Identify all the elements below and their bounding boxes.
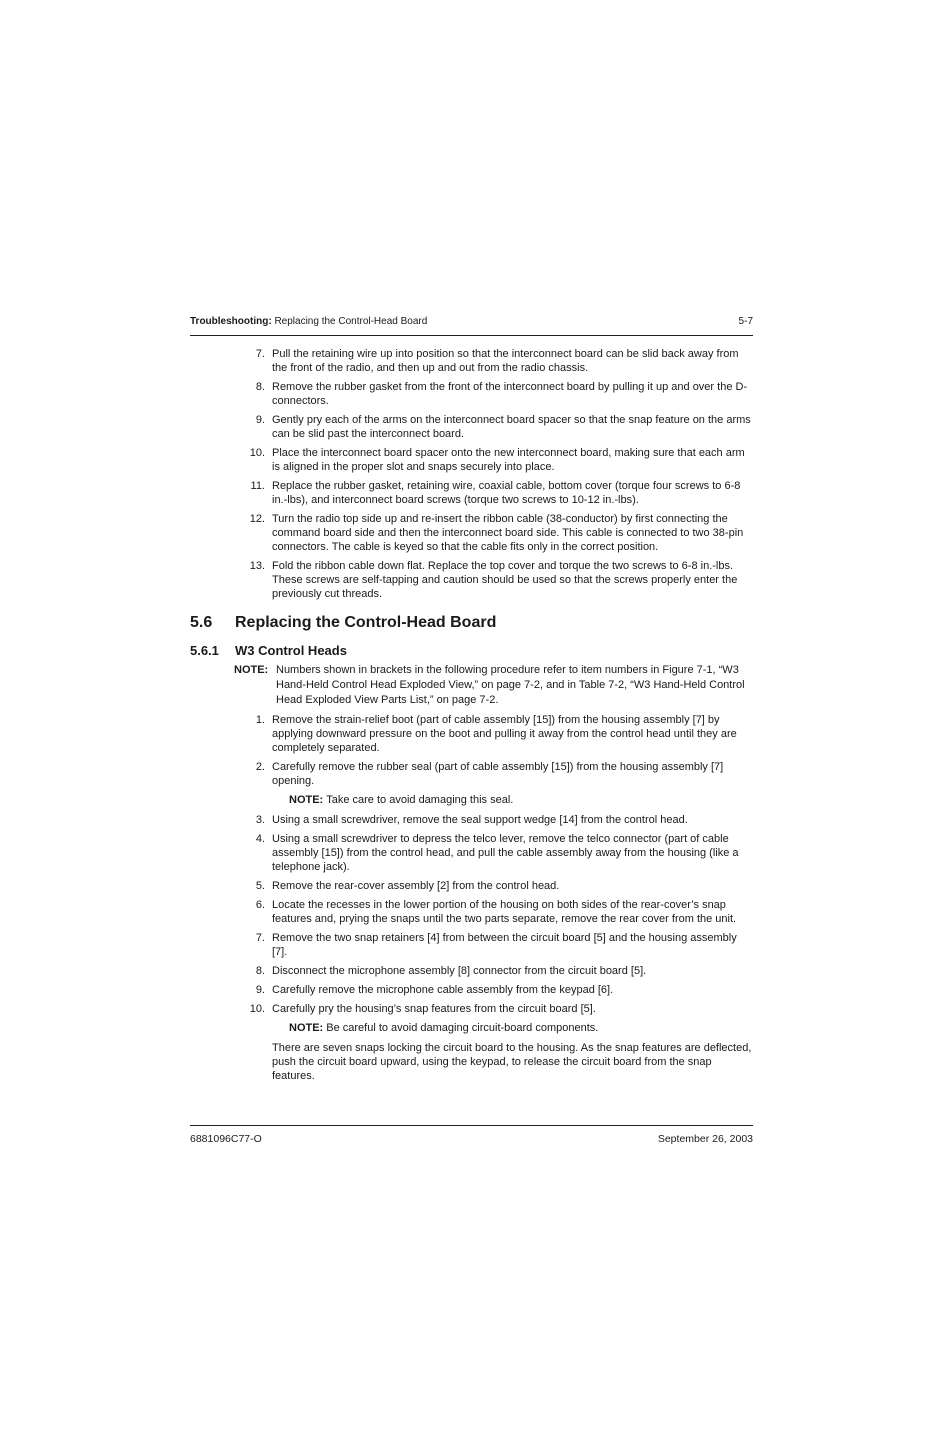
list-item xyxy=(190,760,753,788)
board-note xyxy=(190,1021,753,1035)
step-number: 9. xyxy=(255,414,265,426)
step-number: 10. xyxy=(249,1003,265,1015)
list-item xyxy=(190,898,753,926)
steps-list-b1 xyxy=(190,713,753,788)
step-text: Gently pry each of the arms on the interconnect board spacer so that the snap feature on the arms can be slid past the interconnect board. xyxy=(272,414,751,440)
step-number: 8. xyxy=(255,381,265,393)
step-text: Carefully remove the rubber seal (part of cable assembly [15]) from the housing assembly [7] opening. xyxy=(272,761,724,787)
step-number: 2. xyxy=(255,761,265,773)
footer-date: September 26, 2003 xyxy=(657,1133,753,1145)
note-label: NOTE: xyxy=(289,794,324,806)
step-number: 5. xyxy=(255,880,265,892)
step-number: 7. xyxy=(255,348,265,360)
list-item xyxy=(190,1002,753,1016)
header-section-label: Troubleshooting: xyxy=(190,316,272,327)
step-text: Disconnect the microphone assembly [8] connector from the circuit board [5]. xyxy=(272,965,647,977)
list-item xyxy=(190,813,753,827)
step-text: Carefully remove the microphone cable assembly from the keypad [6]. xyxy=(272,984,614,996)
list-item xyxy=(190,983,753,997)
list-item xyxy=(190,832,753,874)
seal-note xyxy=(190,793,753,807)
closing-paragraph: There are seven snaps locking the circuit board to the housing. As the snap features are deflected, push the circuit board upward, using the keypad, to release the circuit board from the snap features. xyxy=(272,1042,752,1082)
step-text: Remove the two snap retainers [4] from between the circuit board [5] and the housing assembly [7]. xyxy=(272,932,737,958)
step-number: 13. xyxy=(249,560,265,572)
step-text: Replace the rubber gasket, retaining wire, coaxial cable, bottom cover (torque four screws to 6-8 in.-lbs), and interconnect board screws (torque two screws to 10-12 in.-lbs). xyxy=(272,480,741,506)
page-header xyxy=(190,316,753,327)
step-text: Remove the rear-cover assembly [2] from the control head. xyxy=(272,880,560,892)
step-text: Fold the ribbon cable down flat. Replace the top cover and torque the two screws to 6-8 in.-lbs. These screws are self-tapping and caution should be used so that the screws properly enter the previously cut threads. xyxy=(272,560,738,600)
section-heading xyxy=(190,611,753,635)
step-text: Using a small screwdriver to depress the telco lever, remove the telco connector (part of cable assembly [15]) from the control head, and pull the cable assembly away from the housing (like a telephone jack). xyxy=(272,833,739,873)
list-item xyxy=(190,413,753,441)
list-item xyxy=(190,964,753,978)
step-text: Turn the radio top side up and re-insert the ribbon cable (38-conductor) by first connecting the command board side and then the interconnect board side. This cable is connected to two 38-pin connectors. The cable is keyed so that the cable fits only in the correct position. xyxy=(272,513,744,553)
steps-list-a xyxy=(190,347,753,601)
list-item xyxy=(190,512,753,554)
note-label: NOTE: xyxy=(289,1022,324,1034)
step-number: 9. xyxy=(255,984,265,996)
note-text: Be careful to avoid damaging circuit-board components. xyxy=(326,1022,599,1034)
page-footer xyxy=(190,1133,753,1145)
list-item xyxy=(190,347,753,375)
footer-rule xyxy=(190,1125,753,1126)
list-item xyxy=(190,479,753,507)
header-section-title: Replacing the Control-Head Board xyxy=(274,316,428,327)
subsection-number: 5.6.1 xyxy=(190,643,219,658)
doc-number: 6881096C77-O xyxy=(190,1133,262,1145)
page-content xyxy=(190,347,753,1083)
section-title: Replacing the Control-Head Board xyxy=(235,614,497,631)
step-text: Pull the retaining wire up into position so that the interconnect board can be slid back away from the front of the radio, and then up and out from the radio chassis. xyxy=(272,348,739,374)
note-text: Numbers shown in brackets in the following procedure refer to item numbers in Figure 7-1, “W3 Hand-Held Control Head Exploded View,” on page 7-2, and in Table 7-2, “W3 Hand-Held Control Head Exploded View Parts List,” on page 7-2. xyxy=(276,664,745,706)
header-title xyxy=(190,316,427,327)
steps-list-b2 xyxy=(190,813,753,1016)
step-text: Remove the rubber gasket from the front of the interconnect board by pulling it up and over the D-connectors. xyxy=(272,381,748,407)
note-text: Take care to avoid damaging this seal. xyxy=(326,794,514,806)
step-number: 1. xyxy=(255,714,265,726)
step-number: 10. xyxy=(249,447,265,459)
header-rule xyxy=(190,335,753,336)
subsection-heading xyxy=(190,641,753,661)
list-item xyxy=(190,380,753,408)
step-text: Locate the recesses in the lower portion of the housing on both sides of the rear-cover’s snap features and, prying the snaps until the two parts separate, remove the rear cover from the unit. xyxy=(272,899,737,925)
step-number: 4. xyxy=(255,833,265,845)
step-number: 7. xyxy=(255,932,265,944)
step-text: Using a small screwdriver, remove the seal support wedge [14] from the control head. xyxy=(272,814,688,826)
list-item xyxy=(190,931,753,959)
step-number: 11. xyxy=(250,480,265,492)
list-item xyxy=(190,446,753,474)
list-item xyxy=(190,879,753,893)
note-label: NOTE: xyxy=(234,664,269,676)
procedure-note xyxy=(190,663,753,708)
step-number: 3. xyxy=(255,814,265,826)
step-number: 8. xyxy=(255,965,265,977)
list-item xyxy=(190,559,753,601)
section-number: 5.6 xyxy=(190,614,213,631)
subsection-title: W3 Control Heads xyxy=(235,643,347,658)
list-item xyxy=(190,713,753,755)
step-text: Remove the strain-relief boot (part of cable assembly [15]) from the housing assembly [7] by applying downward pressure on the boot and pulling it away from the control head until they are completely separated. xyxy=(272,714,737,754)
step-number: 12. xyxy=(249,513,265,525)
step-text: Place the interconnect board spacer onto the new interconnect board, making sure that each arm is aligned in the proper slot and snaps securely into place. xyxy=(272,447,745,473)
step-number: 6. xyxy=(255,899,265,911)
page-number: 5-7 xyxy=(738,316,753,327)
step-text: Carefully pry the housing’s snap features from the circuit board [5]. xyxy=(272,1003,596,1015)
